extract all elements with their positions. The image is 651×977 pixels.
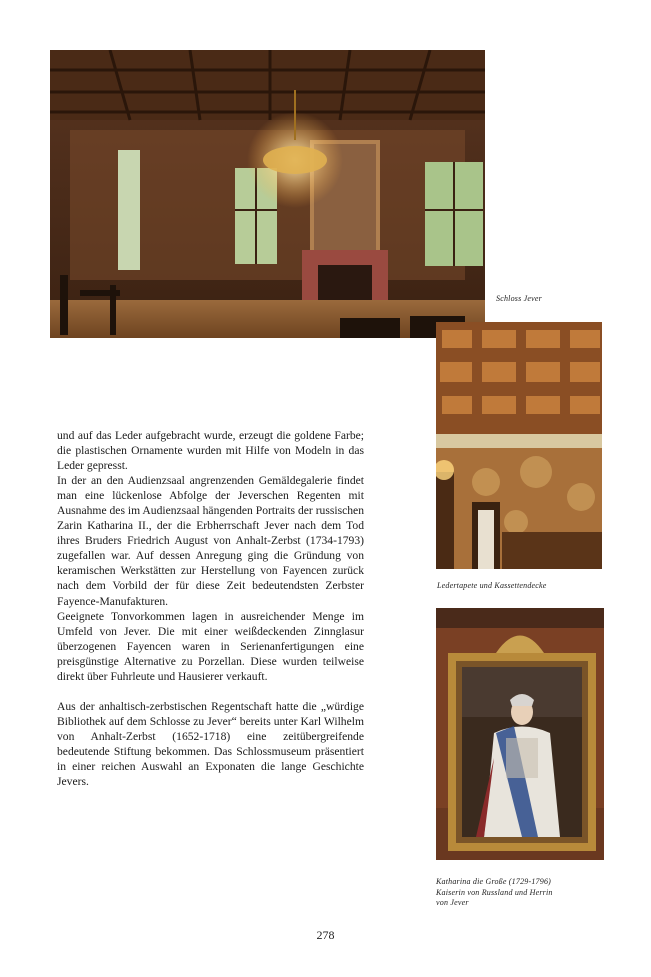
portrait-caption-line-3: von Jever xyxy=(436,898,469,907)
paragraph-3: Geeignete Tonvorkommen lagen in ausreichender Menge im Umfeld von Jever. Die mit einer weißdeckenden Zinnglasur überzogenen Fayencen waren in Serienanfertigungen eine preisgünstige Alternative zu Porzellan. Diese wurden teilweise direkt über Fuhrleute und Hausierer verkauft. xyxy=(57,609,364,683)
hall-caption: Schloss Jever xyxy=(496,294,542,303)
audience-hall-photo xyxy=(50,50,485,338)
paragraph-4: Aus der anhaltisch-zerbstischen Regentschaft hatte die „würdige Bibliothek auf dem Schlosse zu Jever“ bereits unter Karl Wilhelm von Anhalt-Zerbst (1652-1718) eine zeitübergreifende bedeutende Stiftung bekommen. Das Schlossmuseum präsentiert in einer reichen Auswahl an Exponaten die lange Geschichte Jevers. xyxy=(57,699,364,789)
ceiling-caption: Ledertapete und Kassettendecke xyxy=(437,581,547,590)
portrait-caption-line-1: Katharina die Große (1729-1796) xyxy=(436,877,552,886)
ceiling-photo xyxy=(436,322,602,569)
paragraph-2: In der an den Audienzsaal angrenzenden Gemäldegalerie findet man eine lückenlose Abfolge der Jeverschen Regenten mit Ausnahme des im Audienzsaal hängenden Portraits der russischen Zarin Katharina II., der die Erbherrschaft Jever nach dem Tod ihres Bruders Friedrich August von Anhalt-Zerbst (1734-1793) zugefallen war. Auf dessen Anregung ging die Gründung von keramischen Werkstätten zur Herstellung von Fayencen zurück nach dem Vorbild der für diese Zeit bedeutendsten Zerbster Fayence-Manufakturen. xyxy=(57,474,364,608)
portrait-photo xyxy=(436,608,604,860)
body-text xyxy=(57,428,364,789)
portrait-caption xyxy=(436,877,553,909)
portrait-caption-line-2: Kaiserin von Russland und Herrin xyxy=(436,887,553,897)
page-number: 278 xyxy=(316,928,335,942)
paragraph-1: und auf das Leder aufgebracht wurde, erzeugt die goldene Farbe; die plastischen Ornamente wurden mit Hilfe von Modeln in das Leder gepresst. xyxy=(57,429,364,473)
